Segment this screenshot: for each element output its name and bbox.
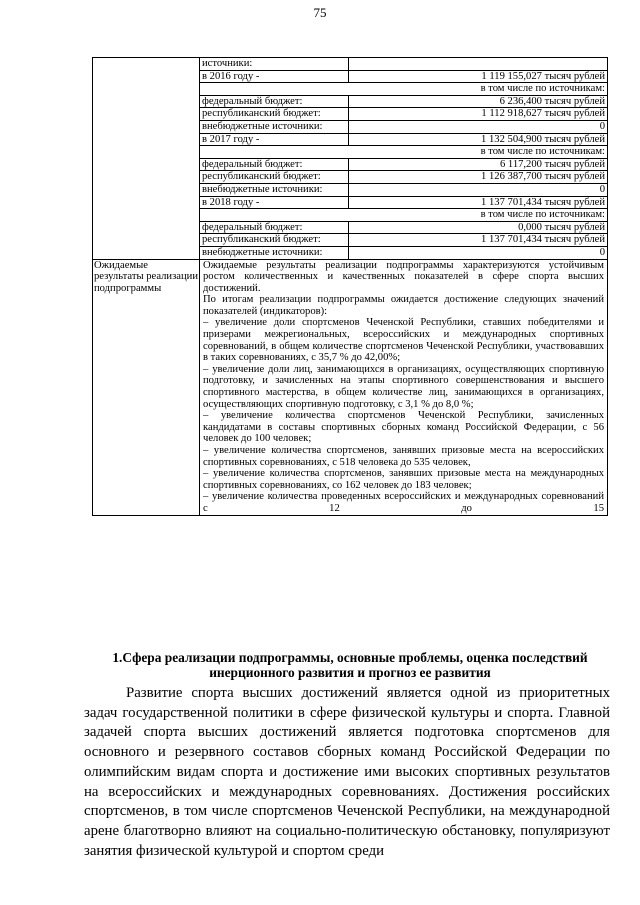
funding-source-label: республиканский бюджет: bbox=[200, 108, 349, 121]
funding-source-value: 1 137 701,434 тысяч рублей bbox=[349, 234, 608, 247]
funding-source-value: 1 126 387,700 тысяч рублей bbox=[349, 171, 608, 184]
results-item: – увеличение количества спортсменов, занявших призовые места на международных спортивных соревнованиях, со 162 человек до 183 человек; bbox=[203, 468, 604, 491]
funding-source-label: внебюджетные источники: bbox=[200, 183, 349, 196]
funding-source-label: федеральный бюджет: bbox=[200, 158, 349, 171]
results-item: – увеличение количества спортсменов Чеченской Республики, зачисленных кандидатами в составы спортивных сборных команд Российской Федерации, с 56 человек до 100 человек; bbox=[203, 410, 604, 445]
funding-source-label: в том числе по источникам: bbox=[200, 146, 607, 159]
funding-source-value: 1 132 504,900 тысяч рублей bbox=[349, 133, 608, 146]
funding-source-label: в том числе по источникам: bbox=[200, 83, 607, 96]
results-content bbox=[200, 259, 608, 515]
funding-source-row bbox=[200, 209, 607, 222]
funding-source-label: федеральный бюджет: bbox=[200, 221, 349, 234]
funding-source-value: 6 117,200 тысяч рублей bbox=[349, 158, 608, 171]
funding-source-row bbox=[200, 234, 607, 247]
funding-source-label: в 2017 году - bbox=[200, 133, 349, 146]
results-item: – увеличение доли лиц, занимающихся в организациях, осуществляющих спортивную подготовку, и зачисленных на этапы спортивного совершенствования и высшего спортивного мастерства, в общем количестве лиц, занимающихся в организациях, осуществляющих спортивную подготовку, с 3,1 % до 8,0 %; bbox=[203, 363, 604, 410]
funding-source-row bbox=[200, 246, 607, 258]
funding-source-row bbox=[200, 196, 607, 209]
funding-source-value: 0 bbox=[349, 120, 608, 133]
funding-source-label: источники: bbox=[200, 58, 349, 70]
funding-source-value: 0 bbox=[349, 246, 608, 258]
funding-source-row bbox=[200, 120, 607, 133]
results-item: – увеличение количества проведенных всероссийских и международных соревнований с 12 до 15 bbox=[203, 491, 604, 514]
results-row bbox=[93, 259, 608, 515]
funding-source-row bbox=[200, 221, 607, 234]
funding-source-label: внебюджетные источники: bbox=[200, 246, 349, 258]
funding-source-row bbox=[200, 108, 607, 121]
funding-source-label: внебюджетные источники: bbox=[200, 120, 349, 133]
results-lead: По итогам реализации подпрограммы ожидается достижение следующих значений показателей (индикаторов): bbox=[203, 294, 604, 317]
funding-source-row bbox=[200, 83, 607, 96]
funding-sources-table bbox=[200, 58, 607, 259]
funding-content-cell bbox=[200, 58, 608, 260]
funding-source-label: республиканский бюджет: bbox=[200, 234, 349, 247]
section-heading: 1.Сфера реализации подпрограммы, основные проблемы, оценка последствий инерционного развития и прогноз ее развития bbox=[112, 650, 588, 680]
funding-source-row bbox=[200, 183, 607, 196]
section-paragraph: Развитие спорта высших достижений является одной из приоритетных задач государственной политики в сфере физической культуры и спорта. Главной задачей спорта высших достижений является подготовка спортсменов для основного и резервного составов сборных команд Российской Федерации по олимпийским видам спорта и достижение ими высоких спортивных результатов на всероссийских и международных соревнованиях. Достижения российских спортсменов, в том числе спортсменов Чеченской Республики, на международной арене благотворно влияют на социально-политическую обстановку, популяризуют занятия физической культурой и спортом среди bbox=[84, 685, 610, 859]
page-number: 75 bbox=[313, 5, 327, 20]
funding-source-label: в 2018 году - bbox=[200, 196, 349, 209]
funding-source-row bbox=[200, 95, 607, 108]
results-intro: Ожидаемые результаты реализации подпрограммы характеризуются устойчивым ростом количественных и качественных показателей в сфере спорта высших достижений. bbox=[203, 259, 604, 294]
funding-source-label: федеральный бюджет: bbox=[200, 95, 349, 108]
funding-label-cell bbox=[93, 58, 200, 260]
funding-source-label: республиканский бюджет: bbox=[200, 171, 349, 184]
funding-source-value bbox=[349, 58, 608, 70]
funding-source-value: 1 119 155,027 тысяч рублей bbox=[349, 70, 608, 83]
funding-source-value: 1 112 918,627 тысяч рублей bbox=[349, 108, 608, 121]
funding-source-row bbox=[200, 58, 607, 70]
funding-source-row bbox=[200, 171, 607, 184]
funding-source-value: 6 236,400 тысяч рублей bbox=[349, 95, 608, 108]
funding-source-value: 0 bbox=[349, 183, 608, 196]
results-item: – увеличение количества спортсменов, занявших призовые места на всероссийских спортивных соревнованиях, с 518 человека до 535 человек, bbox=[203, 445, 604, 468]
program-passport-table bbox=[92, 57, 608, 516]
funding-source-value: 0,000 тысяч рублей bbox=[349, 221, 608, 234]
funding-row bbox=[93, 58, 608, 260]
funding-source-label: в том числе по источникам: bbox=[200, 209, 607, 222]
funding-source-row bbox=[200, 70, 607, 83]
funding-source-row bbox=[200, 146, 607, 159]
funding-source-row bbox=[200, 158, 607, 171]
funding-source-row bbox=[200, 133, 607, 146]
funding-source-value: 1 137 701,434 тысяч рублей bbox=[349, 196, 608, 209]
funding-source-label: в 2016 году - bbox=[200, 70, 349, 83]
results-label: Ожидаемые результаты реализации подпрограммы bbox=[93, 259, 200, 515]
results-item: – увеличение доли спортсменов Чеченской Республики, ставших победителями и призерами межрегиональных, всероссийских и международных спортивных соревнований, в общем количестве спортсменов Чеченской Республики, участвовавших в таких соревнованиях, с 35,7 % до 42,00%; bbox=[203, 317, 604, 364]
